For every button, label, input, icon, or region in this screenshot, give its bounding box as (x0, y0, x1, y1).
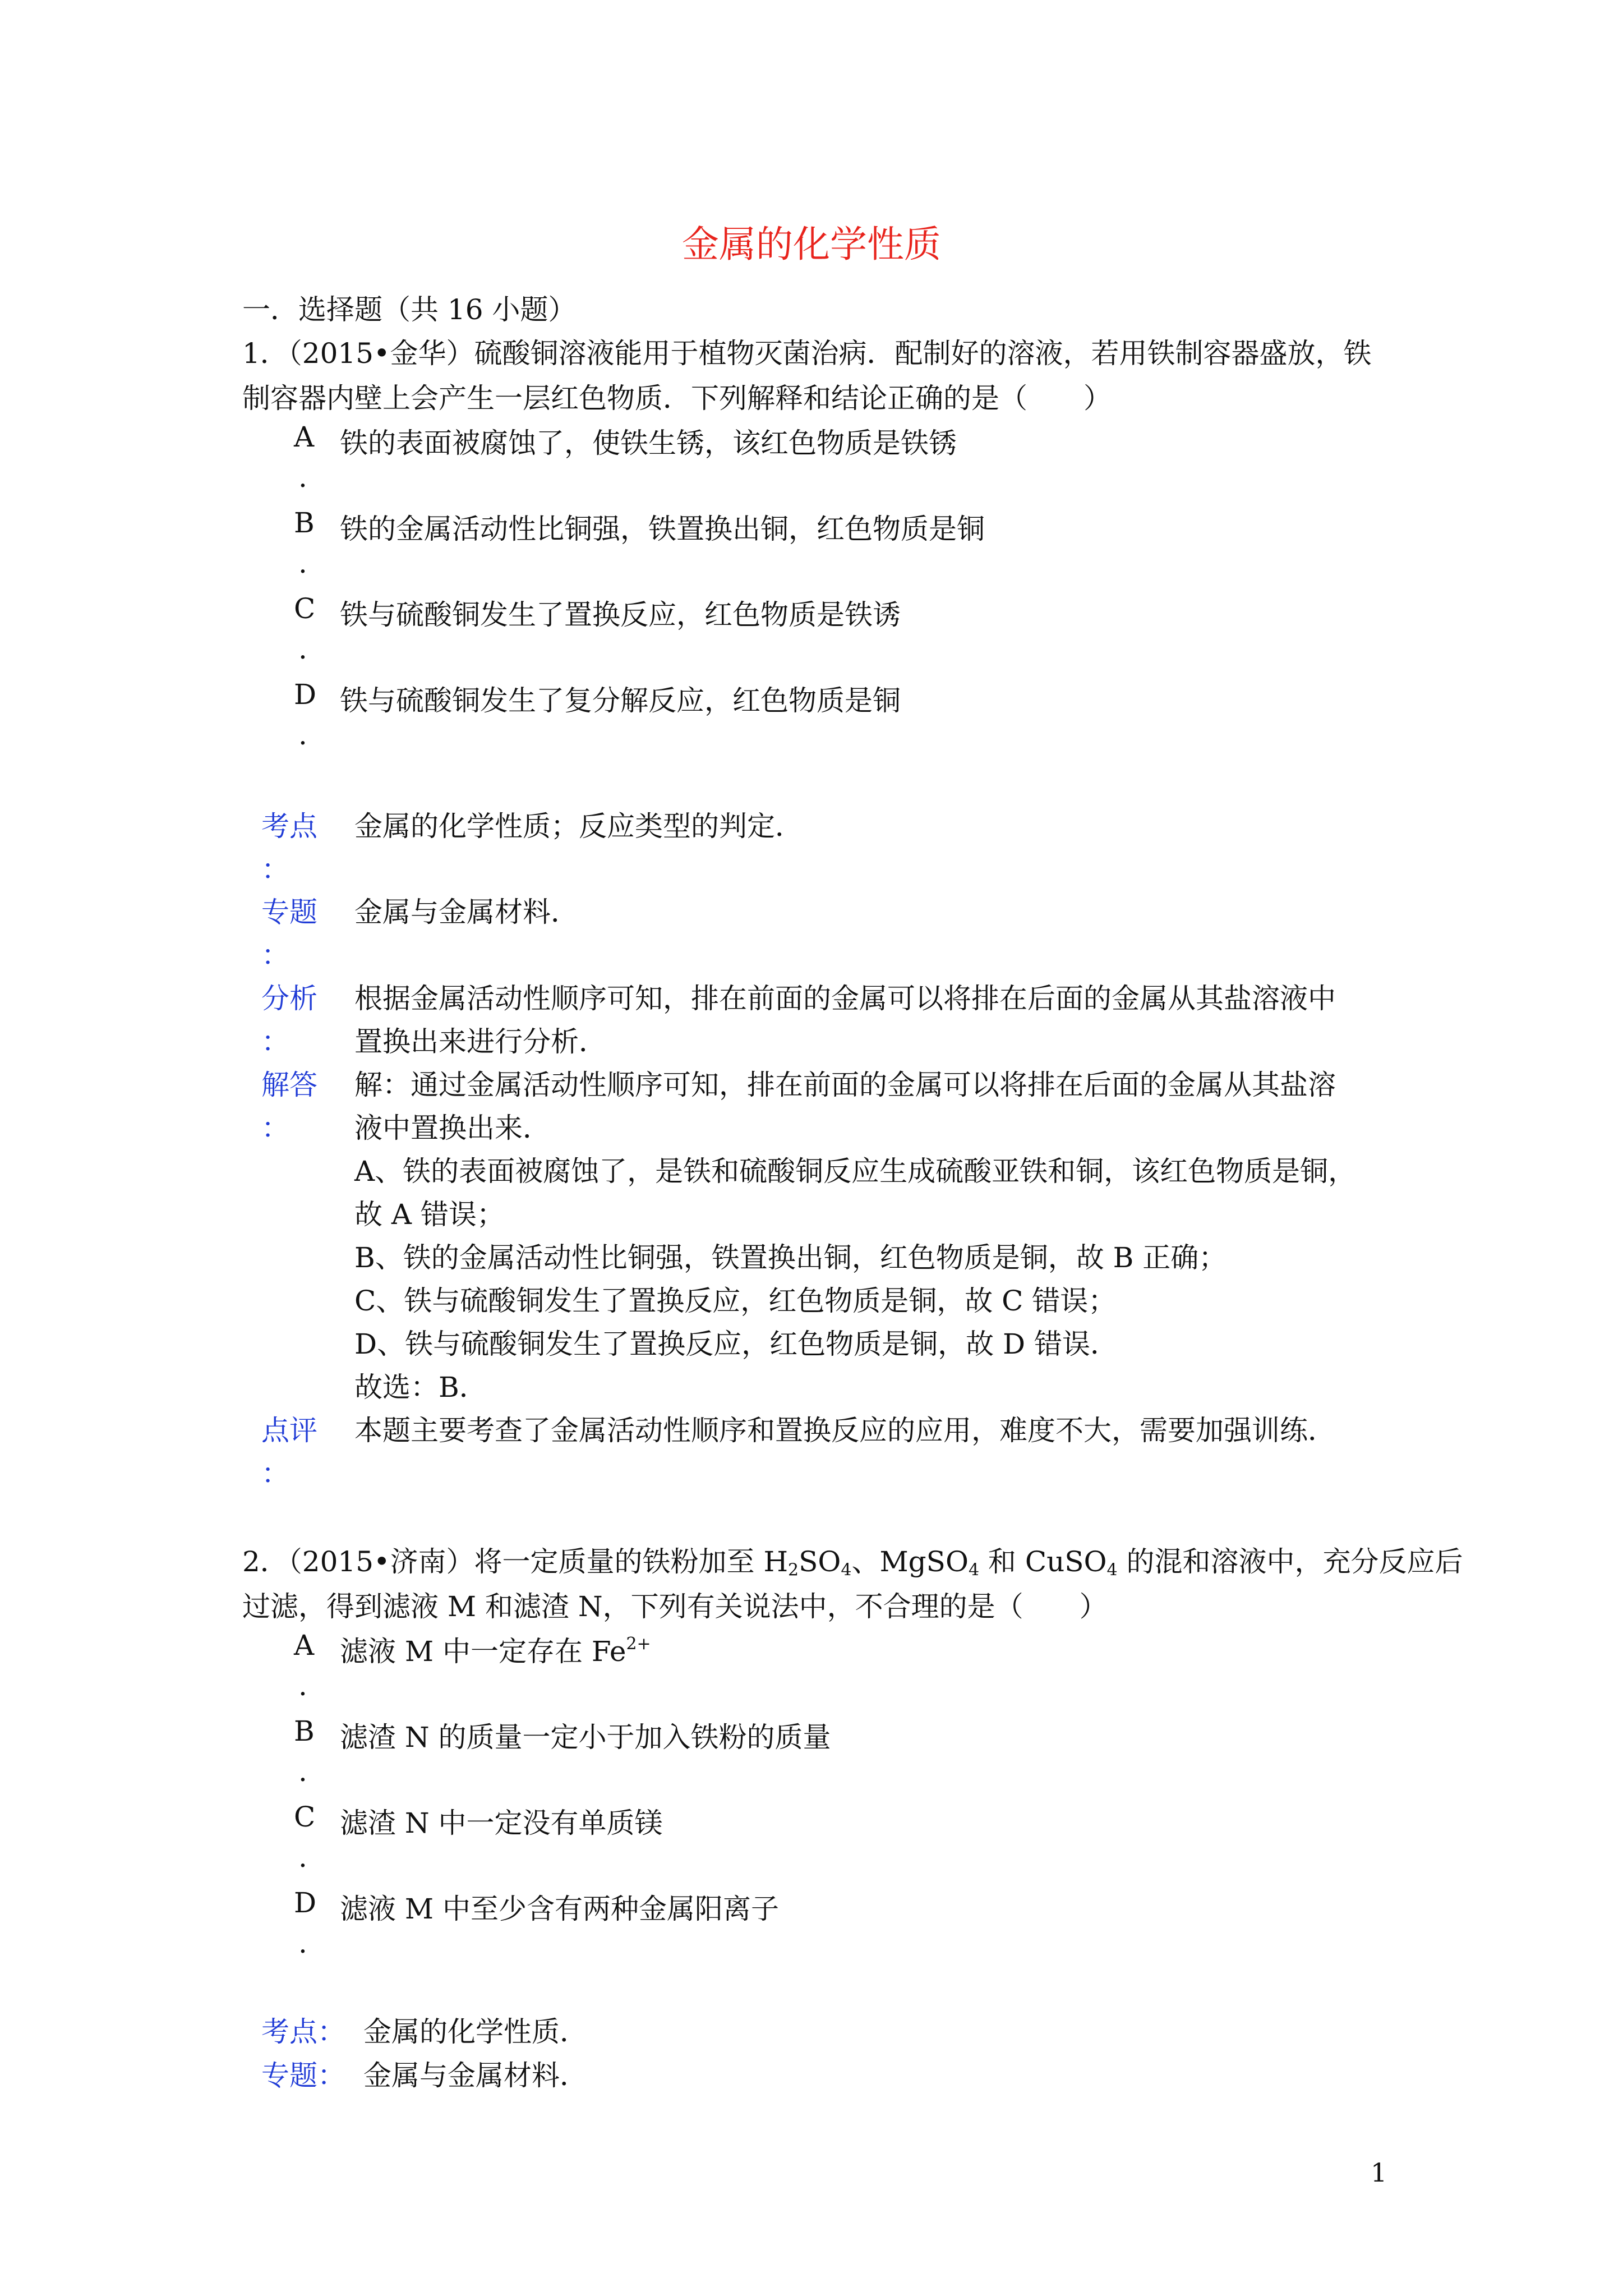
option-text: 滤渣 N 的质量一定小于加入铁粉的质量 (340, 1721, 831, 1754)
jieda-line: A、铁的表面被腐蚀了，是铁和硫酸铜反应生成硫酸亚铁和铜，该红色物质是铜， (354, 1155, 1357, 1188)
zhuanti-label: 专题 (261, 896, 317, 928)
jieda-line: D、铁与硫酸铜发生了置换反应，红色物质是铜，故 D 错误． (354, 1328, 1118, 1360)
section-heading: 一．选择题（共 16 小题） (242, 293, 577, 326)
option-letter: A (294, 1629, 315, 1662)
option-dot: . (298, 1755, 307, 1788)
option-dot: . (298, 461, 307, 494)
option-dot: . (298, 547, 307, 579)
jieda-line: 故选：B． (354, 1371, 487, 1404)
option-letter: B (294, 1715, 315, 1747)
jieda-line: B、铁的金属活动性比铜强，铁置换出铜，红色物质是铜，故 B 正确； (354, 1241, 1227, 1274)
option-dot: . (298, 1669, 307, 1702)
kaodian-text: 金属的化学性质． (363, 2016, 588, 2048)
option-text: 铁与硫酸铜发生了复分解反应，红色物质是铜 (340, 684, 901, 717)
fenxi-line: 置换出来进行分析． (354, 1025, 607, 1058)
q2-stem-line-1: 2．（2015•济南）将一定质量的铁粉加至 $H_2SO_4$、MgSO$_4$ 和 CuSO$_4$ 的混和溶液中，充分反应后 (242, 1545, 1463, 1580)
page-number: 1 (1371, 2157, 1387, 2188)
dianping-colon: ： (261, 1457, 289, 1490)
option-text: 铁的表面被腐蚀了，使铁生锈，该红色物质是铁锈 (340, 427, 957, 459)
option-dot: . (298, 633, 307, 665)
fenxi-line: 根据金属活动性顺序可知，排在前面的金属可以将排在后面的金属从其盐溶液中 (354, 982, 1336, 1015)
dianping-text: 本题主要考查了金属活动性顺序和置换反应的应用，难度不大，需要加强训练． (354, 1414, 1336, 1447)
jieda-label: 解答 (261, 1069, 317, 1101)
kaodian-text: 金属的化学性质；反应类型的判定． (354, 810, 803, 843)
jieda-colon: ： (261, 1112, 289, 1144)
option-text: 铁的金属活动性比铜强，铁置换出铜，红色物质是铜 (340, 513, 985, 545)
option-text: 滤液 M 中至少含有两种金属阳离子 (340, 1893, 779, 1925)
option-text: 滤渣 N 中一定没有单质镁 (340, 1807, 663, 1839)
jieda-line: C、铁与硫酸铜发生了置换反应，红色物质是铜，故 C 错误； (354, 1285, 1117, 1317)
option-letter: A (294, 421, 315, 453)
kaodian-colon: ： (261, 853, 289, 886)
zhuanti-label: 专题： (261, 2059, 345, 2092)
option-letter: B (294, 507, 315, 539)
option-dot: . (298, 1927, 307, 1959)
jieda-line: 液中置换出来． (354, 1112, 551, 1144)
q2-stem-line-2: 过滤，得到滤液 M 和滤渣 N，下列有关说法中，不合理的是（ ） (242, 1590, 1108, 1623)
dianping-label: 点评 (261, 1414, 317, 1447)
zhuanti-colon: ： (261, 939, 289, 972)
kaodian-label: 考点： (261, 2016, 345, 2048)
q1-stem-line-1: 1．（2015•金华）硫酸铜溶液能用于植物灭菌治病．配制好的溶液，若用铁制容器盛放，铁 (242, 337, 1372, 370)
option-dot: . (298, 719, 307, 751)
zhuanti-text: 金属与金属材料． (354, 896, 579, 928)
jieda-line: 解：通过金属活动性顺序可知，排在前面的金属可以将排在后面的金属从其盐溶 (354, 1069, 1336, 1101)
option-letter: D (294, 1887, 317, 1919)
kaodian-label: 考点 (261, 810, 317, 843)
jieda-line: 故 A 错误； (354, 1198, 505, 1231)
option-dot: . (298, 1841, 307, 1874)
option-text: 铁与硫酸铜发生了置换反应，红色物质是铁诱 (340, 599, 901, 631)
q1-stem-line-2: 制容器内壁上会产生一层红色物质．下列解释和结论正确的是（ ） (242, 382, 1112, 415)
fenxi-label: 分析 (261, 982, 317, 1015)
option-letter: C (294, 592, 316, 625)
option-letter: C (294, 1801, 316, 1833)
zhuanti-text: 金属与金属材料． (363, 2059, 588, 2092)
fenxi-colon: ： (261, 1025, 289, 1058)
document-title: 金属的化学性质 (682, 223, 941, 266)
option-letter: D (294, 678, 317, 711)
option-text: 滤液 M 中一定存在 $Fe^{2+}$ (340, 1634, 651, 1668)
